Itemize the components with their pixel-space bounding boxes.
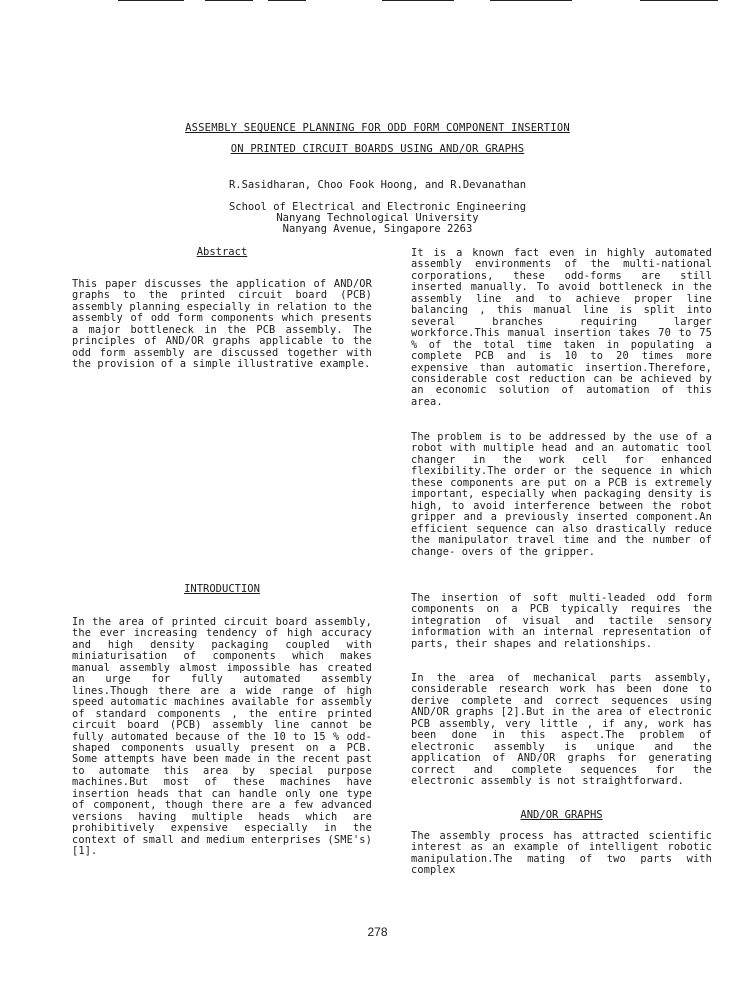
right-paragraph-2: The problem is to be addressed by the use of a robot with multiple head and an automatic tool changer in the work cell for enhanced flexibility.The order or the sequence in which these components are put on a PCB is extremely important, especially when packaging density is high, to avoid interference between the robot gripper and a previously inserted component.An efficient sequence can also drastically reduce the manipulator travel time and the number of change- overs of the gripper. [411,431,712,558]
abstract-heading: Abstract [196,246,248,258]
top-rule [490,0,572,1]
paper-title-line-1: ASSEMBLY SEQUENCE PLANNING FOR ODD FORM COMPONENT INSERTION [185,122,570,134]
page-number: 278 [367,925,388,939]
top-rule [268,0,306,1]
right-paragraph-1: It is a known fact even in highly automated assembly environments of the multi-national corporations, these odd-forms are still inserted manually. To avoid bottleneck in the assembly line and to achieve proper line balancing , this manual line is split into several branches requiring larger workforce.This manual insertion takes 70 to 75 % of the total time taken in populating a complete PCB and is 10 to 20 times more expensive than automatic insertion.Therefore, considerable cost reduction can be achieved by an economic solution of automation of this area. [411,247,712,408]
right-paragraph-3: The insertion of soft multi-leaded odd form components on a PCB typically requires the integration of visual and tactile sensory information with an internal representation of parts, their shapes and relationships. [411,592,712,650]
top-rule [382,0,454,1]
right-paragraph-5: The assembly process has attracted scientific interest as an example of intelligent robotic manipulation.The mating of two parts with complex [411,830,712,877]
affiliation-line-2: Nanyang Technological University [276,212,479,224]
andor-graphs-heading: AND/OR GRAPHS [520,809,603,821]
right-paragraph-4: In the area of mechanical parts assembly, considerable research work has been done to derive complete and correct sequences using AND/OR graphs [2].But in the area of electronic PCB assembly, very little , if any, work has been done in this aspect.The problem of electronic assembly is unique and the application of AND/OR graphs for generating correct and complete sequences for the electronic assembly is not straightforward. [411,672,712,788]
affiliation-line-3: Nanyang Avenue, Singapore 2263 [282,223,473,235]
author-list: R.Sasidharan, Choo Fook Hoong, and R.Devanathan [228,179,527,191]
introduction-text: In the area of printed circuit board assembly, the ever increasing tendency of high accuracy and high density packaging coupled with miniaturisation of components which makes manual assembly almost impossible has created an urge for fully automated assembly lines.Though there are a wide range of high speed automatic machines available for assembly of standard components , the entire printed circuit board (PCB) assembly line cannot be fully automated because of the 10 to 15 % odd-shaped components usually present on a PCB. Some attempts have been made in the recent past to automate this area by special purpose machines.But most of these machines have insertion heads that can handle only one type of component, though there are a few advanced versions having multiple heads which are prohibitively expensive especially in the context of small and medium enterprises (SME's) [1]. [72,616,372,858]
affiliation-line-1: School of Electrical and Electronic Engineering [228,201,527,213]
top-rule [205,0,253,1]
paper-title-line-2: ON PRINTED CIRCUIT BOARDS USING AND/OR GRAPHS [230,143,525,155]
introduction-heading: INTRODUCTION [184,583,260,595]
abstract-text: This paper discusses the application of AND/OR graphs to the printed circuit board (PCB) assembly planning especially in relation to the assembly of odd form components which presents a major bottleneck in the PCB assembly. The principles of AND/OR graphs applicable to the odd form assembly are discussed together with the provision of a simple illustrative example. [72,278,372,371]
top-rule [118,0,184,1]
top-rule [640,0,718,1]
